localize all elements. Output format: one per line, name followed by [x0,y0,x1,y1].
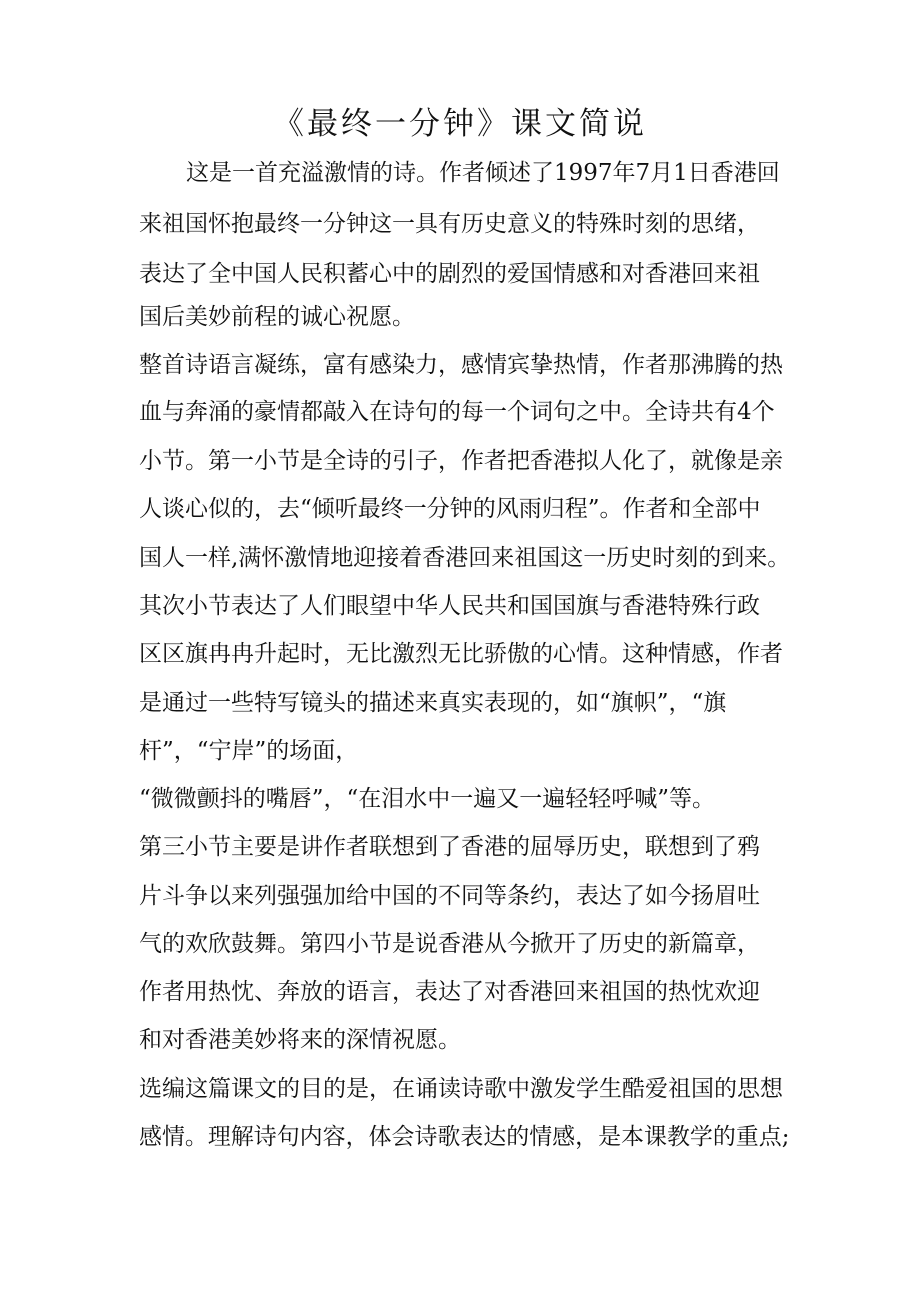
text-line: 和对香港美妙将来的深情祝愿。 [139,1027,461,1053]
text-line: 片斗争以来列强强加给中国的不同等条约，表达了如今扬眉吐 [139,883,760,909]
text-line: 这是一首充溢激情的诗。作者倾述了1997年7月1日香港回 [186,160,780,186]
text-line: 选编这篇课文的目的是，在诵读诗歌中激发学生酷爱祖国的思想 [139,1076,783,1102]
text-line: 第三小节主要是讲作者联想到了香港的屈辱历史，联想到了鸦 [139,834,760,860]
text-line: 人谈心似的，去“倾听最终一分钟的风雨归程”。作者和全部中 [139,496,761,522]
text-line: 区区旗冉冉升起时，无比激烈无比骄傲的心情。这种情感，作者 [139,641,783,667]
text-line: 其次小节表达了人们眼望中华人民共和国国旗与香港特殊行政 [139,593,760,619]
text-line: 气的欢欣鼓舞。第四小节是说香港从今掀开了历史的新篇章， [139,931,760,957]
text-line: 国人一样,满怀激情地迎接着香港回来祖国这一历史时刻的到来。 [139,545,791,571]
text-line: 小节。第一小节是全诗的引子，作者把香港拟人化了，就像是亲 [139,448,783,474]
text-line: “微微颤抖的嘴唇”，“在泪水中一遍又一遍轻轻呼喊”等。 [139,786,716,812]
text-line: 血与奔涌的豪情都敲入在诗句的每一个词句之中。全诗共有4个 [139,399,775,425]
text-line: 整首诗语言凝练，富有感染力，感情宾挚热情，作者那沸腾的热 [139,352,783,378]
document-title: 《最终一分钟》课文简说 [273,106,647,142]
text-line: 感情。理解诗句内容，体会诗歌表达的情感，是本课教学的重点; [139,1124,790,1150]
text-line: 作者用热忱、奔放的语言，表达了对香港回来祖国的热忱欢迎 [139,979,760,1005]
text-line: 来祖国怀抱最终一分钟这一具有历史意义的特殊时刻的思绪， [139,211,760,237]
text-line: 是通过一些特写镜头的描述来真实表现的，如“旗帜”，“旗 [139,690,727,716]
text-line: 杆”，“宁岸”的场面， [139,738,359,764]
text-line: 国后美妙前程的诚心祝愿。 [139,304,415,330]
text-line: 表达了全中国人民积蓄心中的剧烈的爱国情感和对香港回来祖 [139,261,760,287]
